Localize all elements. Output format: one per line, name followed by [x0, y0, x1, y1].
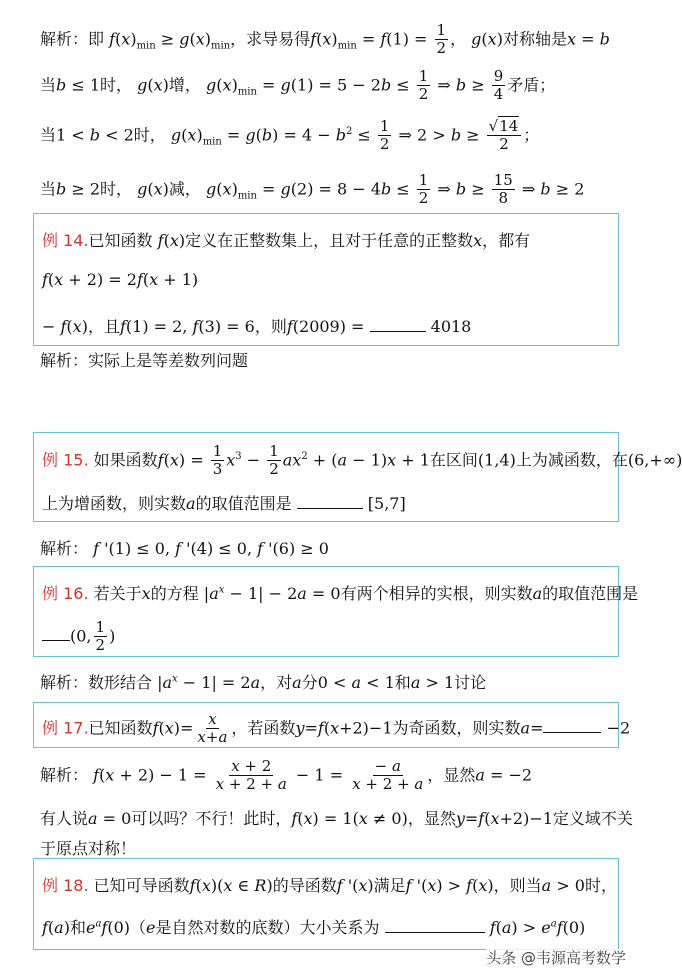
- analysis-line-2: 当b ≤ 1时， g(x)增， $g(x)_{min} = g(1) = 5 - 2b$ ≤ $\frac{1}{2}$ ⇒ b ≥ $\frac{9}{4}$ 矛盾；: [40, 67, 556, 104]
- example-16-line-1: 例 16. 若关于x的方程 $|a^x - 1| - 2a = 0$有两个相异的实根，则实数a的取值范围是: [42, 584, 639, 603]
- fraction: $\frac{- a}{x + 2 + a}$: [352, 757, 424, 794]
- example-17-analysis: 解析： f(x + 2) − 1 = $\frac{x + 2}{x + 2 + a}$ − 1 = $\frac{- a}{x + 2 + a}$ ，显然a = −2: [40, 757, 533, 794]
- example-14-analysis: 解析：实际上是等差数列问题: [40, 351, 249, 370]
- fraction: $\frac{9}{4}$: [493, 67, 504, 104]
- example-17-note-line-1: 有人说a = 0可以吗？不行！此时，f(x) = 1(x ≠ 0)，显然y=f(x+2)−1定义域不关: [40, 809, 633, 828]
- fraction: $\frac{1}{2}$: [379, 117, 390, 154]
- fraction: $\frac{1}{2}$: [95, 618, 106, 655]
- answer-text: 4018: [430, 317, 472, 336]
- example-18-box: [33, 858, 619, 950]
- answer-blank: [543, 732, 601, 733]
- example-14-line-1: 例 14.已知函数 f(x)定义在正整数集上，且对于任意的正整数x，都有: [42, 231, 531, 250]
- example-15-line-2: 上为增函数，则实数a的取值范围是 [5,7]: [42, 494, 406, 513]
- example-16-line-2: (0, $\frac{1}{2}$ ): [42, 619, 115, 655]
- fraction: $\frac{1}{2}$: [269, 442, 279, 479]
- watermark: 头条 @韦源高考数学: [486, 949, 626, 967]
- example-16-box: [33, 566, 639, 657]
- example-17-note-line-2: 于原点对称！: [40, 839, 137, 858]
- answer-blank: [42, 640, 70, 641]
- analysis-line-1: 解析：即 $f(x)_{min} \ge g(x)_{min}$，求导易得$f(x)_{min} = f(1)$ = $\frac{1}{2}$ ， g(x)对称轴是x = b: [40, 21, 610, 58]
- example-16-analysis: 解析：数形结合 $|a^x - 1| = 2a$，对a分0 < a < 1和a > 1讨论: [40, 673, 487, 692]
- example-17-box: [33, 702, 631, 748]
- fraction: $\frac{x}{x+a}$: [197, 710, 228, 747]
- answer-text: −2: [606, 718, 631, 738]
- answer-blank: [297, 508, 363, 509]
- fraction: $\frac{1}{2}$: [418, 171, 429, 208]
- example-label: 例 14.: [42, 231, 89, 250]
- example-label: 例 18.: [42, 876, 89, 895]
- fraction: $\frac{1}{3}$: [212, 442, 223, 479]
- example-15-box: [33, 432, 682, 522]
- fraction: $\frac{1}{2}$: [418, 67, 429, 104]
- example-18-line-1: 例 18. 已知可导函数f(x)(x ∈ R)的导函数f '(x)满足f '(x) > f(x)，则当a > 0时，: [42, 876, 617, 895]
- example-15-line-1: 例 15. 如果函数f(x) = $\frac{1}{3}$ $x^3$ − $\frac{1}{2}$ $ax^2 + (a - 1)x + 1$在区间(1,4)上为减函数，在(6,+∞): [42, 442, 682, 479]
- analysis-line-4: 当b ≥ 2时， g(x)减， $g(x)_{min} = g(2) = 8 - 4b$ ≤ $\frac{1}{2}$ ⇒ b ≥ $\frac{15}{8}$ ⇒ b ≥ 2: [40, 171, 585, 208]
- example-14-line-3: − f(x)，且f(1) = 2, f(3) = 6，则f(2009) = 4018: [42, 317, 472, 336]
- example-15-analysis: 解析： f '(1) ≤ 0, f '(4) ≤ 0, f '(6) ≥ 0: [40, 539, 329, 558]
- answer-blank: [385, 932, 485, 933]
- answer-text: [5,7]: [367, 494, 406, 513]
- fraction: $\frac{x + 2}{x + 2 + a}$: [215, 757, 287, 794]
- example-17-line-1: 例 17.已知函数f(x)= $\frac{x}{x+a}$ ，若函数y=f(x+2)−1为奇函数，则实数a= −2: [42, 710, 631, 747]
- analysis-line-3: 当1 < b < 2时， $g(x)_{min} = g(b) = 4 - b^2$ ≤ $\frac{1}{2}$ ⇒ 2 > b ≥ $\frac{√14}{2}$ ；: [40, 117, 540, 154]
- example-label: 例 16.: [42, 584, 89, 603]
- fraction: $\frac{√14}{2}$: [487, 118, 522, 154]
- example-18-line-2: f(a)和$e^af(0)(e$是自然对数的底数）大小关系为 $f(a) > e^af(0)$: [42, 918, 586, 937]
- fraction: $\frac{15}{8}$: [493, 171, 513, 208]
- example-14-line-2: f(x + 2) = 2f(x + 1): [42, 270, 199, 289]
- fraction: $\frac{1}{2}$: [436, 21, 447, 58]
- example-14-box: [33, 213, 619, 346]
- answer-blank: [370, 331, 426, 332]
- example-label: 例 17.: [42, 718, 89, 738]
- example-label: 例 15.: [42, 450, 89, 470]
